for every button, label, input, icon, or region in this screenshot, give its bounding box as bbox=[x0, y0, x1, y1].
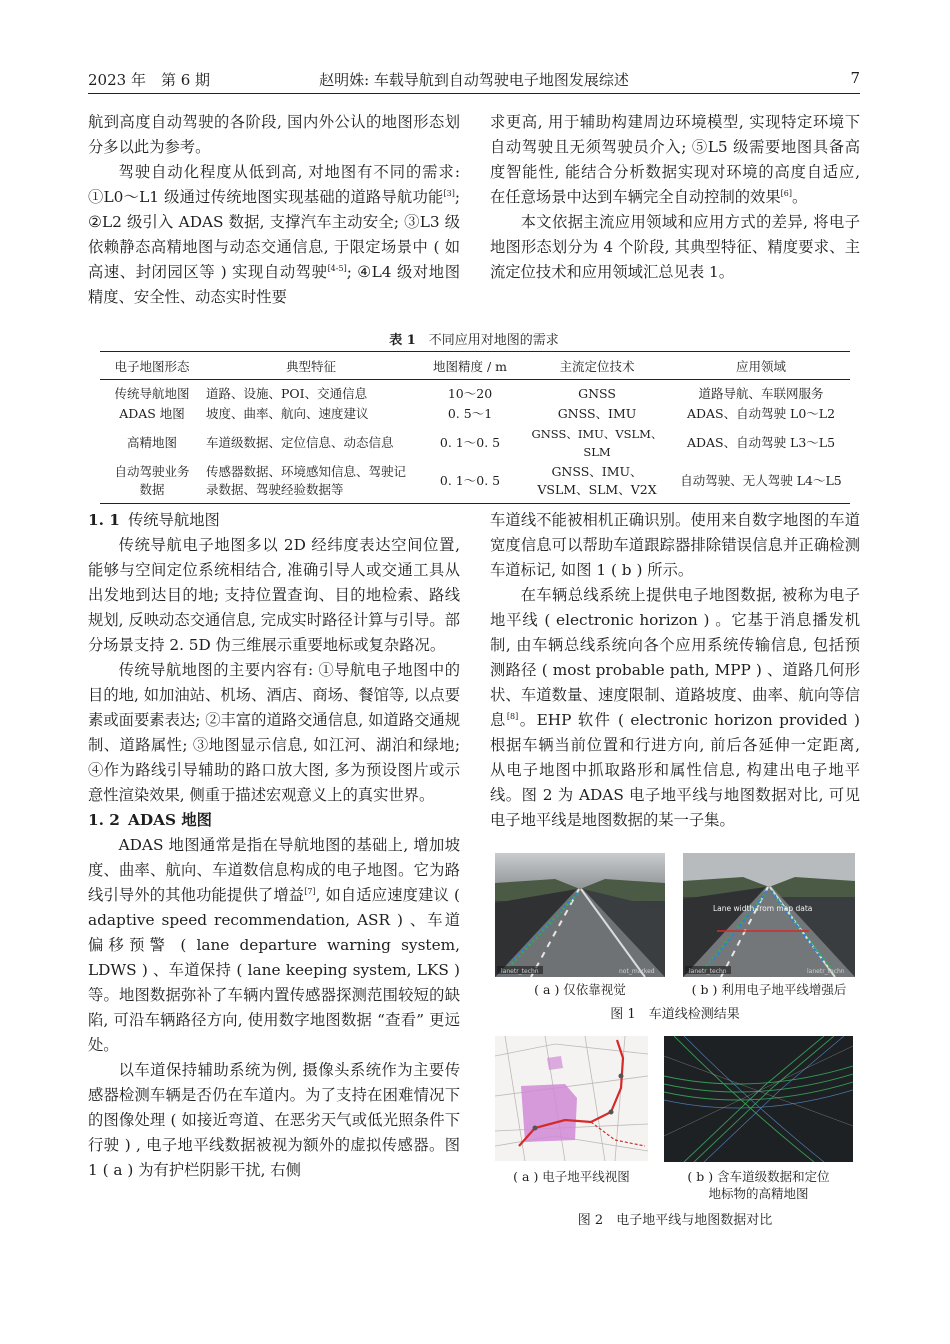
table-cell: GNSS bbox=[578, 386, 616, 401]
paragraph: 在车辆总线系统上提供电子地图数据, 被称为电子地平线 ( electronic horizon ) 。它基于消息播发机制, 由车辆总线系统向各个应用系统传输信息, 包括预测路径 ( most probable path, MPP ) 、道路几何形状、车道数量、速度限制、道路坡度、曲率、航向等信息[8]。EHP 软件 ( electronic horizon provided ) 根据车辆当前位置和行进方向, 前后各延伸一定距离, 从电子地图中抓取路形和属性信息, 构建出电子地平线。图 2 为 ADAS 电子地平线与地图数据对比, 可见电子地平线是地图数据的某一子集。 bbox=[490, 586, 860, 829]
table-cell: 10～20 bbox=[447, 386, 493, 401]
figure-1-caption: 图 1 车道线检测结果 bbox=[610, 1007, 740, 1022]
section-heading: 1. 2 ADAS 地图 bbox=[88, 811, 212, 829]
citation[interactable]: [3] bbox=[443, 189, 455, 198]
road-camera-view bbox=[495, 853, 665, 977]
table-cell: 自动驾驶业务数据 bbox=[100, 462, 204, 504]
table-cell: GNSS、IMU、VSLM、SLM bbox=[531, 427, 663, 459]
paragraph: 驾驶自动化程度从低到高, 对地图有不同的需求: ①L0～L1 级通过传统地图实现基础的道路导航功能[3]; ②L2 级引入 ADAS 数据, 支撑汽车主动安全; ③L3 级依赖静态高精地图与动态交通信息, 于限定场景中 ( 如高速、封闭园区等 ) 实现自动驾驶[4-5]; ④L4 级对地图精度、安全性、动态实时性要 bbox=[88, 163, 460, 306]
table-cell: 坡度、曲率、航向、速度建议 bbox=[206, 406, 369, 421]
figure-2-caption: 图 2 电子地平线与地图数据对比 bbox=[577, 1213, 773, 1228]
section-heading: 1. 1 传统导航地图 bbox=[88, 511, 220, 529]
top-left-column bbox=[88, 110, 460, 310]
overlay-label: Lane width from map data bbox=[713, 904, 813, 913]
bottom-left-column bbox=[88, 508, 460, 1183]
figure-1b-subcaption: ( b ) 利用电子地平线增强后 bbox=[691, 982, 847, 997]
column-header: 典型特征 bbox=[204, 352, 418, 380]
running-header bbox=[88, 69, 860, 89]
overlay-label: lanetr_techn bbox=[807, 968, 845, 975]
table-cell: GNSS、IMU、VSLM、SLM、V2X bbox=[522, 462, 672, 504]
table-cell: 车道级数据、定位信息、动态信息 bbox=[206, 435, 394, 450]
figure-1a-subcaption: ( a ) 仅依靠视觉 bbox=[534, 982, 626, 997]
journal-issue: 2023 年 第 6 期 bbox=[88, 71, 211, 89]
figure-2b-image bbox=[664, 1036, 853, 1162]
table-row bbox=[100, 462, 850, 504]
paragraph: ADAS 地图通常是指在导航地图的基础上, 增加坡度、曲率、航向、车道数信息构成的电子地图。它为路线引导外的其他功能提供了增益[7], 如自适应速度建议 ( adaptive speed recommendation, ASR ) 、车道偏移预警 ( lane departure warning system, LDWS ) 、车道保持 ( lane keeping system, LKS ) 等。地图数据弥补了车辆内置传感器探测范围较短的缺陷, 可沿车辆路径方向, 使用数字地图数据 “查看” 更远处。 bbox=[88, 836, 460, 1054]
table-cell: 传统导航地图 bbox=[114, 386, 190, 401]
table-cell: ADAS、自动驾驶 L0～L2 bbox=[686, 406, 836, 421]
page-number: 7 bbox=[850, 69, 860, 87]
top-right-column bbox=[490, 110, 860, 285]
paragraph: 本文依据主流应用领域和应用方式的差异, 将电子地图形态划分为 4 个阶段, 其典型特征、精度要求、主流定位技术和应用领域汇总见表 1。 bbox=[490, 213, 860, 281]
table-cell: 0. 1～0. 5 bbox=[439, 435, 501, 450]
article-running-title: 赵明姝: 车载导航到自动驾驶电子地图发展综述 bbox=[319, 71, 629, 89]
column-header: 地图精度 / m bbox=[418, 352, 522, 380]
table-cell: GNSS、IMU bbox=[557, 406, 637, 421]
column-header: 主流定位技术 bbox=[522, 352, 672, 380]
paragraph: 求更高, 用于辅助构建周边环境模型, 实现特定环境下自动驾驶且无须驾驶员介入; ⑤L5 级需要地图具备高度智能性, 能结合分析数据实现对环境的高度自适应, 在任意场景中达到车辆完全自动控制的效果[6]。 bbox=[490, 113, 860, 206]
table-cell: ADAS 地图 bbox=[119, 406, 185, 421]
citation[interactable]: [6] bbox=[780, 189, 792, 198]
figure-2b-subcaption: ( b ) 含车道级数据和定位 地标物的高精地图 bbox=[687, 1169, 830, 1201]
table-cell: 传感器数据、环境感知信息、驾驶记录数据、驾驶经验数据等 bbox=[204, 462, 418, 504]
table-cell: 自动驾驶、无人驾驶 L4～L5 bbox=[672, 462, 850, 504]
table-row bbox=[100, 404, 850, 424]
table-cell: 道路、设施、POI、交通信息 bbox=[206, 386, 368, 401]
column-header: 电子地图形态 bbox=[100, 352, 204, 380]
column-header: 应用领域 bbox=[672, 352, 850, 380]
paragraph: 航到高度自动驾驶的各阶段, 国内外公认的地图形态划分多以此为参考。 bbox=[88, 113, 460, 156]
overlay-label: lanetr_techn bbox=[501, 968, 539, 975]
figure-1b-image bbox=[683, 853, 855, 977]
table-cell: 0. 1～0. 5 bbox=[418, 462, 522, 504]
table-1 bbox=[100, 351, 850, 504]
paragraph: 车道线不能被相机正确识别。使用来自数字地图的车道宽度信息可以帮助车道跟踪器排除错误信息并正确检测车道标记, 如图 1 ( b ) 所示。 bbox=[490, 511, 860, 579]
table-cell: ADAS、自动驾驶 L3～L5 bbox=[686, 435, 836, 450]
bottom-right-column bbox=[490, 508, 860, 833]
paragraph: 以车道保持辅助系统为例, 摄像头系统作为主要传感器检测车辆是否仍在车道内。为了支持在困难情况下的图像处理 ( 如接近弯道、在恶劣天气或低光照条件下行驶 ) , 电子地平线数据被视为额外的虚拟传感器。图 1 ( a ) 为有护栏阴影干扰, 右侧 bbox=[88, 1061, 460, 1179]
table-row bbox=[100, 424, 850, 462]
table-header-row bbox=[100, 352, 850, 380]
table-caption: 表 1 不同应用对地图的需求 bbox=[389, 333, 559, 348]
road-camera-view-enhanced bbox=[683, 853, 855, 977]
paragraph: 传统导航地图的主要内容有: ①导航电子地图中的目的地, 如加油站、机场、酒店、商场、餐馆等, 以点要素或面要素表达; ②丰富的道路交通信息, 如道路交通规制、道路属性; ③地图显示信息, 如江河、湖泊和绿地; ④作为路线引导辅助的路口放大图, 多为预设图片或示意性渲染效果, 侧重于描述宏观意义上的真实世界。 bbox=[88, 661, 460, 804]
table-cell: 道路导航、车联网服务 bbox=[698, 386, 824, 401]
hd-map-render bbox=[664, 1036, 853, 1162]
citation[interactable]: [7] bbox=[304, 887, 316, 896]
citation[interactable]: [4-5] bbox=[327, 264, 347, 273]
overlay-label: lanetr_techn bbox=[689, 968, 727, 975]
figure-2a-image bbox=[495, 1036, 648, 1161]
overlay-label: not_marked bbox=[619, 968, 655, 975]
figure-2a-subcaption: ( a ) 电子地平线视图 bbox=[513, 1169, 630, 1184]
electronic-horizon-map bbox=[495, 1036, 648, 1161]
paragraph: 传统导航电子地图多以 2D 经纬度表达空间位置, 能够与空间定位系统相结合, 准确引导人或交通工具从出发地到达目的地; 支持位置查询、目的地检索、路线规划, 反映动态交通信息, 完成实时路径计算与引导。部分场景支持 2. 5D 伪三维展示重要地标或复杂路况。 bbox=[88, 536, 460, 654]
header-rule bbox=[88, 93, 860, 94]
table-cell: 高精地图 bbox=[126, 435, 177, 450]
table-cell: 0. 5～1 bbox=[447, 406, 493, 421]
figure-1a-image bbox=[495, 853, 665, 977]
citation[interactable]: [8] bbox=[506, 712, 519, 721]
table-row bbox=[100, 380, 850, 405]
